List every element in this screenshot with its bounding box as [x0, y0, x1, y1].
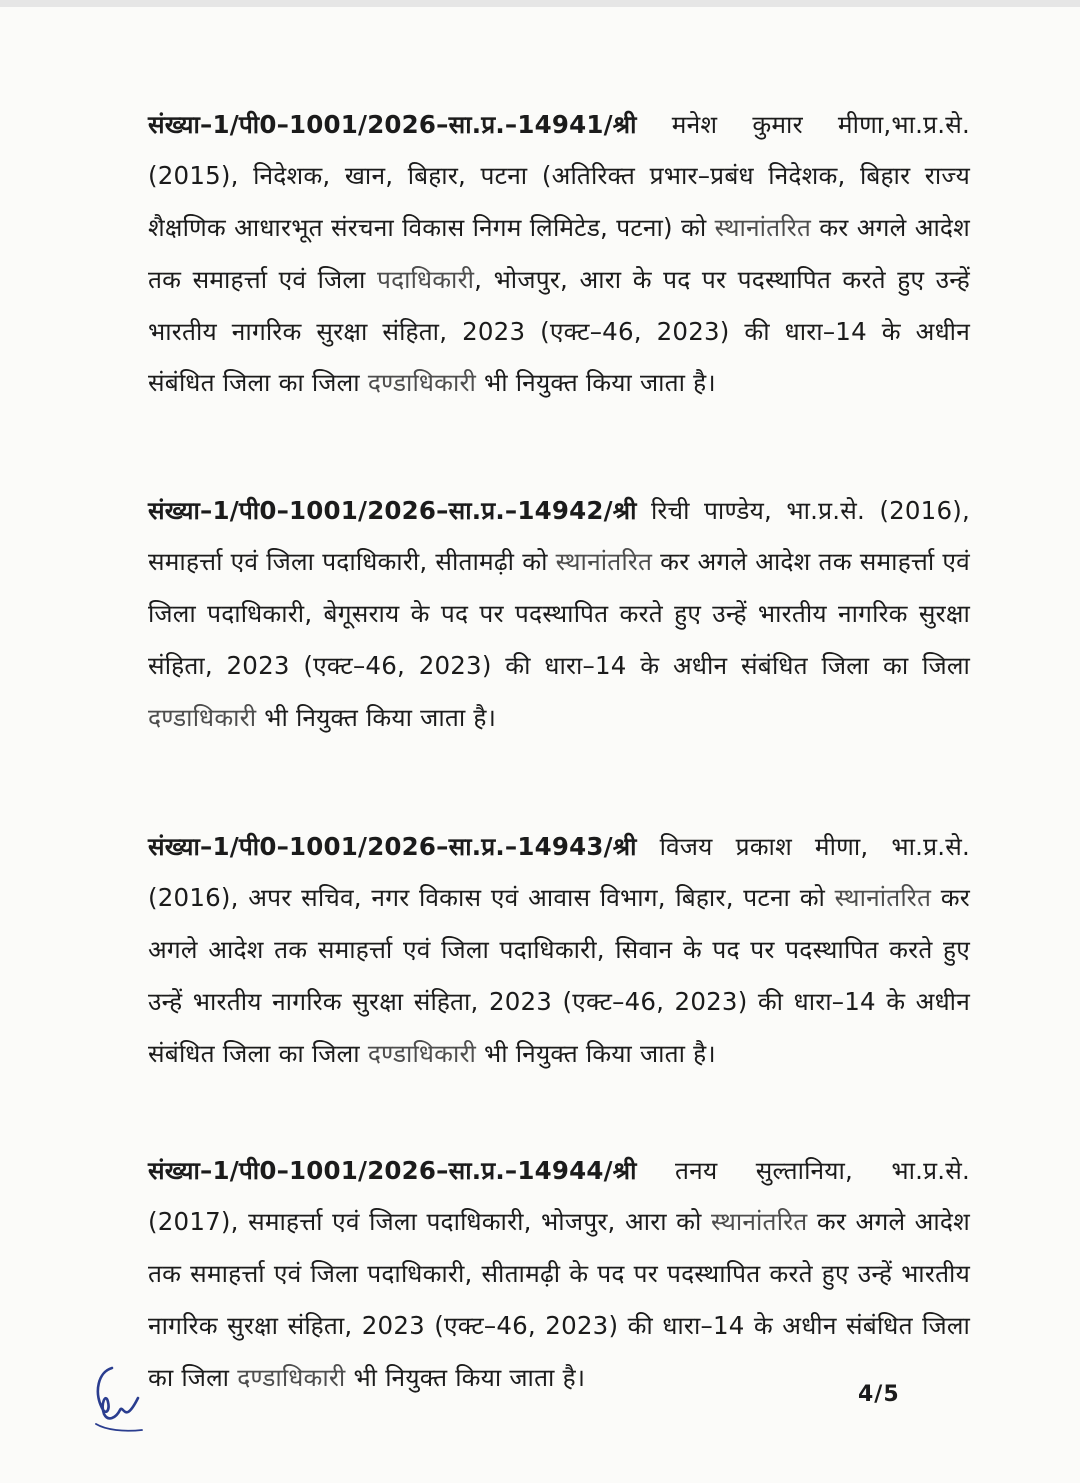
order-body-text: भी नियुक्त किया जाता है।	[256, 702, 497, 732]
transfer-order-14943	[148, 821, 970, 1080]
transfer-order-14941	[148, 99, 970, 410]
order-body-text: कर अगले आदेश तक समाहर्त्ता एवं जिला	[148, 883, 970, 965]
transfer-word: स्थानांतरित	[714, 213, 812, 243]
order-body-text: भी नियुक्त किया जाता है।	[476, 1038, 716, 1068]
transfer-word: स्थानांतरित	[555, 547, 653, 577]
officer-word: पदाधिकारी	[499, 935, 597, 965]
order-reference: संख्या–1/पी0–1001/2026–सा.प्र.–14943/श्री	[148, 831, 637, 861]
scan-top-edge	[0, 0, 1080, 7]
order-body-text: तनय सुल्तानिया, भा.प्र.से. (2017), समाहर्त्ता एवं जिला पदाधिकारी, भोजपुर, आरा को	[148, 1155, 970, 1237]
order-body-text: , भोजपुर, आरा के पद पर पदस्थापित करते हुए उन्हें भारतीय नागरिक सुरक्षा संहिता, 2023 (एक्ट–46, 2023) की धारा–14 के अधीन संबंधित जिला का जिला	[148, 264, 970, 398]
order-body-text: कर अगले आदेश तक समाहर्त्ता एवं जिला	[148, 1207, 970, 1289]
transfer-word: स्थानांतरित	[710, 1207, 808, 1237]
order-body-text: , सिवान के पद पर पदस्थापित करते हुए उन्हें भारतीय नागरिक सुरक्षा संहिता, 2023 (एक्ट–46, 2023) की धारा–14 के अधीन संबंधित जिला का जिला	[148, 935, 970, 1068]
transfer-word: स्थानांतरित	[834, 883, 932, 913]
magistrate-word: दण्डाधिकारी	[367, 368, 477, 398]
officer-word: पदाधिकारी	[207, 599, 305, 629]
order-body-text: मनेश कुमार मीणा,भा.प्र.से. (2015), निदेशक, खान, बिहार, पटना (अतिरिक्त प्रभार–प्रबंध निदेशक, बिहार राज्य शैक्षणिक आधारभूत संरचना विकास निगम लिमिटेड, पटना) को	[148, 109, 970, 243]
order-reference: संख्या–1/पी0–1001/2026–सा.प्र.–14941/श्री	[148, 109, 637, 139]
order-body-text: रिची पाण्डेय, भा.प्र.से. (2016), समाहर्त्ता एवं जिला पदाधिकारी, सीतामढ़ी को	[148, 495, 970, 577]
order-body-text: भी नियुक्त किया जाता है।	[345, 1362, 586, 1392]
order-body-text: , बेगूसराय के पद पर पदस्थापित करते हुए उन्हें भारतीय नागरिक सुरक्षा संहिता, 2023 (एक्ट–46, 2023) की धारा–14 के अधीन संबंधित जिला का जिला	[148, 599, 970, 680]
page-number: 4/5	[858, 1382, 900, 1407]
transfer-order-14942	[148, 485, 970, 744]
magistrate-word: दण्डाधिकारी	[148, 702, 257, 732]
order-reference: संख्या–1/पी0–1001/2026–सा.प्र.–14942/श्री	[148, 495, 637, 525]
order-body-text: कर अगले आदेश तक समाहर्त्ता एवं जिला	[148, 547, 970, 629]
order-body-text: विजय प्रकाश मीणा, भा.प्र.से. (2016), अपर सचिव, नगर विकास एवं आवास विभाग, बिहार, पटना को	[148, 831, 970, 913]
order-body-text: , सीतामढ़ी के पद पर पदस्थापित करते हुए उन्हें भारतीय नागरिक सुरक्षा संहिता, 2023 (एक्ट–46, 2023) की धारा–14 के अधीन संबंधित जिला का जिला	[148, 1259, 970, 1392]
transfer-order-14944	[148, 1145, 970, 1404]
officer-word: पदाधिकारी	[367, 1259, 465, 1289]
magistrate-word: दण्डाधिकारी	[237, 1362, 346, 1392]
magistrate-word: दण्डाधिकारी	[367, 1038, 477, 1068]
officer-word: पदाधिकारी	[376, 264, 475, 294]
order-body-text: कर अगले आदेश तक समाहर्त्ता एवं जिला	[148, 213, 970, 294]
order-body-text: भी नियुक्त किया जाता है।	[476, 368, 716, 398]
handwritten-signature-icon	[76, 1358, 166, 1438]
order-reference: संख्या–1/पी0–1001/2026–सा.प्र.–14944/श्री	[148, 1155, 637, 1185]
